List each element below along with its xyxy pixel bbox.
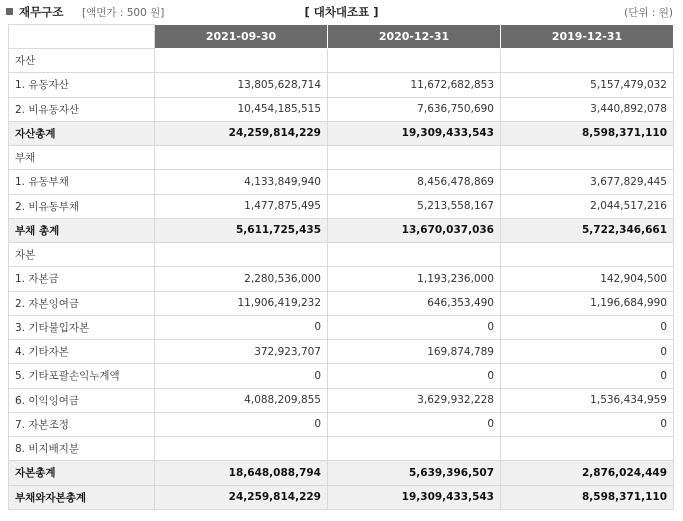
- unit-label: (단위 : 원): [624, 7, 673, 19]
- value-cell: 5,722,346,661: [501, 218, 674, 242]
- value-cell: 646,353,490: [328, 291, 501, 315]
- value-cell: [501, 243, 674, 267]
- value-cell: 2,280,536,000: [155, 267, 328, 291]
- row-label: 자산: [9, 49, 155, 73]
- column-header-2021-09-30: 2021-09-30: [155, 25, 328, 49]
- column-header-2020-12-31: 2020-12-31: [328, 25, 501, 49]
- value-cell: 0: [501, 364, 674, 388]
- table-row: [9, 315, 674, 339]
- value-cell: 24,259,814,229: [155, 121, 328, 145]
- table-row: [9, 49, 674, 73]
- balance-sheet-table: [8, 24, 674, 510]
- value-cell: 5,213,558,167: [328, 194, 501, 218]
- row-label: 3. 기타불입자본: [9, 315, 155, 339]
- value-cell: [328, 146, 501, 170]
- row-label: 1. 유동자산: [9, 73, 155, 97]
- table-row: [9, 437, 674, 461]
- value-cell: 169,874,789: [328, 340, 501, 364]
- section-header: [0, 0, 683, 24]
- value-cell: 0: [328, 315, 501, 339]
- table-row: [9, 267, 674, 291]
- value-cell: [155, 243, 328, 267]
- value-cell: 13,670,037,036: [328, 218, 501, 242]
- section-title: 재무구조: [19, 5, 64, 19]
- value-cell: [328, 49, 501, 73]
- value-cell: 3,629,932,228: [328, 388, 501, 412]
- value-cell: [501, 146, 674, 170]
- value-cell: [155, 49, 328, 73]
- row-label: 2. 비유동자산: [9, 97, 155, 121]
- value-cell: 8,456,478,869: [328, 170, 501, 194]
- value-cell: 1,196,684,990: [501, 291, 674, 315]
- row-label: 8. 비지배지분: [9, 437, 155, 461]
- table-row: [9, 194, 674, 218]
- value-cell: [328, 437, 501, 461]
- table-row: [9, 291, 674, 315]
- row-label: 자본: [9, 243, 155, 267]
- row-label: 4. 기타자본: [9, 340, 155, 364]
- row-label: 자산총계: [9, 121, 155, 145]
- value-cell: 13,805,628,714: [155, 73, 328, 97]
- table-row: [9, 388, 674, 412]
- value-cell: 24,259,814,229: [155, 485, 328, 510]
- value-cell: 1,536,434,959: [501, 388, 674, 412]
- value-cell: 0: [155, 364, 328, 388]
- value-cell: 11,672,682,853: [328, 73, 501, 97]
- value-cell: 0: [501, 315, 674, 339]
- row-label: 부채 총계: [9, 218, 155, 242]
- value-cell: 0: [155, 412, 328, 436]
- value-cell: 5,639,396,507: [328, 461, 501, 485]
- value-cell: 8,598,371,110: [501, 121, 674, 145]
- table-row: [9, 170, 674, 194]
- table-row: [9, 412, 674, 436]
- value-cell: 372,923,707: [155, 340, 328, 364]
- value-cell: 1,477,875,495: [155, 194, 328, 218]
- value-cell: 5,611,725,435: [155, 218, 328, 242]
- value-cell: 4,088,209,855: [155, 388, 328, 412]
- row-label: 1. 자본금: [9, 267, 155, 291]
- value-cell: 11,906,419,232: [155, 291, 328, 315]
- statement-title: [ 대차대조표 ]: [304, 5, 379, 19]
- value-cell: 0: [155, 315, 328, 339]
- row-label: 자본총계: [9, 461, 155, 485]
- value-cell: [155, 146, 328, 170]
- table-row: [9, 97, 674, 121]
- column-header-2019-12-31: 2019-12-31: [501, 25, 674, 49]
- total-row: [9, 485, 674, 510]
- par-value-label: [액면가 : 500 원]: [82, 7, 165, 19]
- row-label: 부채와자본총계: [9, 485, 155, 510]
- value-cell: 0: [328, 364, 501, 388]
- value-cell: 0: [501, 340, 674, 364]
- value-cell: [501, 49, 674, 73]
- value-cell: 4,133,849,940: [155, 170, 328, 194]
- total-row: [9, 461, 674, 485]
- value-cell: 8,598,371,110: [501, 485, 674, 510]
- table-header-row: [9, 25, 674, 49]
- total-row: [9, 121, 674, 145]
- table-row: [9, 364, 674, 388]
- value-cell: 3,677,829,445: [501, 170, 674, 194]
- value-cell: 0: [328, 412, 501, 436]
- value-cell: 0: [501, 412, 674, 436]
- row-label: 부채: [9, 146, 155, 170]
- row-label: 1. 유동부채: [9, 170, 155, 194]
- value-cell: [328, 243, 501, 267]
- value-cell: [501, 437, 674, 461]
- value-cell: 1,193,236,000: [328, 267, 501, 291]
- row-label: 2. 비유동부채: [9, 194, 155, 218]
- header-corner: [9, 25, 155, 49]
- value-cell: 19,309,433,543: [328, 121, 501, 145]
- row-label: 5. 기타포괄손익누계액: [9, 364, 155, 388]
- row-label: 7. 자본조정: [9, 412, 155, 436]
- value-cell: 5,157,479,032: [501, 73, 674, 97]
- total-row: [9, 218, 674, 242]
- value-cell: 142,904,500: [501, 267, 674, 291]
- table-row: [9, 146, 674, 170]
- table-row: [9, 73, 674, 97]
- value-cell: [155, 437, 328, 461]
- value-cell: 18,648,088,794: [155, 461, 328, 485]
- row-label: 2. 자본잉여금: [9, 291, 155, 315]
- table-row: [9, 340, 674, 364]
- row-label: 6. 이익잉여금: [9, 388, 155, 412]
- value-cell: 10,454,185,515: [155, 97, 328, 121]
- value-cell: 19,309,433,543: [328, 485, 501, 510]
- value-cell: 7,636,750,690: [328, 97, 501, 121]
- value-cell: 2,876,024,449: [501, 461, 674, 485]
- table-row: [9, 243, 674, 267]
- value-cell: 2,044,517,216: [501, 194, 674, 218]
- value-cell: 3,440,892,078: [501, 97, 674, 121]
